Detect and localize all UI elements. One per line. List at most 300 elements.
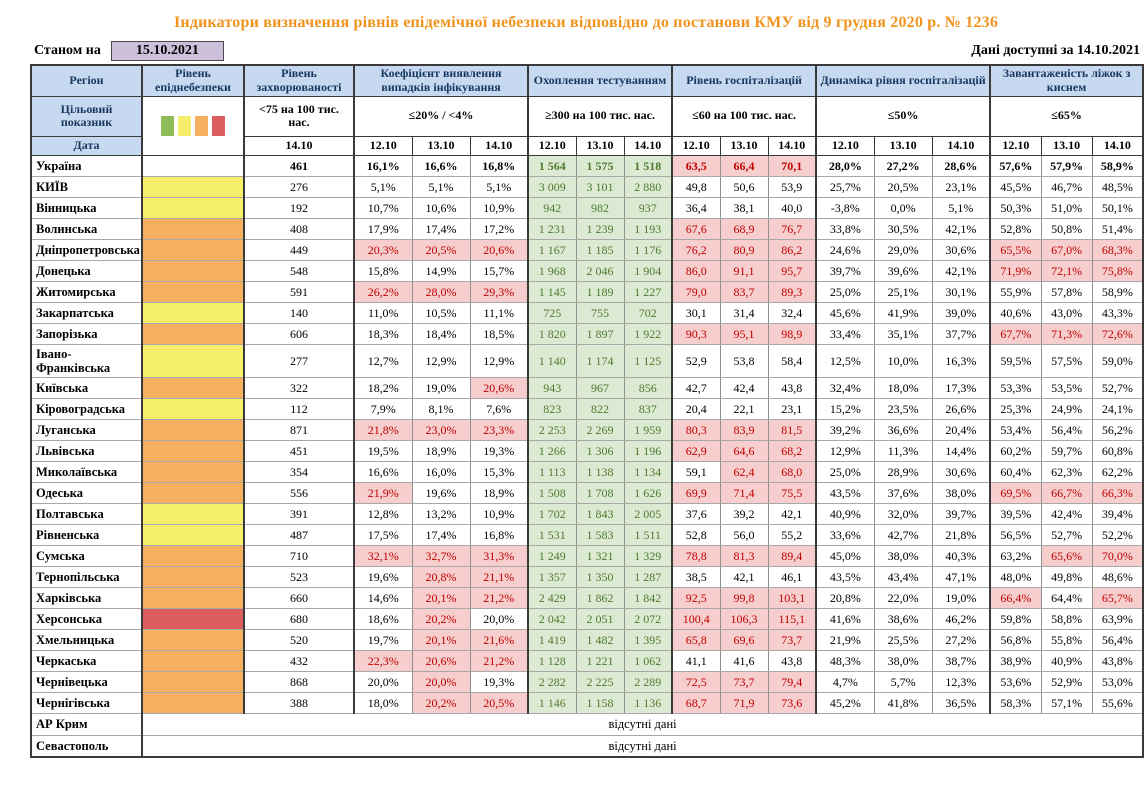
detection-cell: 18,0% — [354, 692, 412, 713]
beds-cell: 24,9% — [1041, 398, 1092, 419]
testing-cell: 1 482 — [576, 629, 624, 650]
hospitalization-cell: 81,5 — [768, 419, 816, 440]
detection-cell: 23,3% — [470, 419, 528, 440]
testing-cell: 1 511 — [624, 524, 672, 545]
testing-cell: 1 419 — [528, 629, 576, 650]
hospitalization-cell: 73,7 — [768, 629, 816, 650]
region-cell: Донецька — [31, 260, 142, 281]
dynamics-cell: 30,6% — [932, 461, 990, 482]
header-dynamics: Динаміка рівня госпіталізацій — [816, 65, 990, 96]
detection-cell: 18,9% — [412, 440, 470, 461]
epidemic-level-cell — [142, 344, 244, 377]
detection-cell: 18,6% — [354, 608, 412, 629]
hospitalization-cell: 42,7 — [672, 377, 720, 398]
beds-cell: 52,7% — [1041, 524, 1092, 545]
region-cell: Полтавська — [31, 503, 142, 524]
beds-cell: 56,5% — [990, 524, 1041, 545]
detection-cell: 31,3% — [470, 545, 528, 566]
testing-cell: 2 046 — [576, 260, 624, 281]
dynamics-cell: 21,8% — [932, 524, 990, 545]
testing-cell: 937 — [624, 197, 672, 218]
testing-cell: 1 145 — [528, 281, 576, 302]
beds-cell: 48,6% — [1092, 566, 1143, 587]
incidence-cell: 660 — [244, 587, 354, 608]
detection-cell: 14,9% — [412, 260, 470, 281]
detection-cell: 18,9% — [470, 482, 528, 503]
hospitalization-cell: 106,3 — [720, 608, 768, 629]
dynamics-cell: 11,3% — [874, 440, 932, 461]
detection-cell: 7,9% — [354, 398, 412, 419]
table-row — [31, 566, 1143, 587]
detection-cell: 17,2% — [470, 218, 528, 239]
dynamics-cell: 38,0% — [932, 482, 990, 503]
target-testing: ≥300 на 100 тис. нас. — [528, 96, 672, 136]
date-cell: 13.10 — [1041, 136, 1092, 155]
testing-cell: 1 239 — [576, 218, 624, 239]
incidence-cell: 680 — [244, 608, 354, 629]
hospitalization-cell: 72,5 — [672, 671, 720, 692]
epidemic-level-cell — [142, 503, 244, 524]
detection-cell: 20,0% — [354, 671, 412, 692]
beds-cell: 58,3% — [990, 692, 1041, 713]
beds-cell: 64,4% — [1041, 587, 1092, 608]
dynamics-cell: 12,3% — [932, 671, 990, 692]
region-cell: Волинська — [31, 218, 142, 239]
hospitalization-cell: 79,0 — [672, 281, 720, 302]
beds-cell: 50,3% — [990, 197, 1041, 218]
beds-cell: 67,7% — [990, 323, 1041, 344]
incidence-cell: 556 — [244, 482, 354, 503]
detection-cell: 15,8% — [354, 260, 412, 281]
hospitalization-cell: 76,7 — [768, 218, 816, 239]
date-cell: 12.10 — [816, 136, 874, 155]
testing-cell: 943 — [528, 377, 576, 398]
beds-cell: 53,0% — [1092, 671, 1143, 692]
detection-cell: 19,6% — [354, 566, 412, 587]
epidemic-level-cell — [142, 587, 244, 608]
testing-cell: 1 575 — [576, 155, 624, 176]
hospitalization-cell: 39,2 — [720, 503, 768, 524]
beds-cell: 58,8% — [1041, 608, 1092, 629]
testing-cell: 1 708 — [576, 482, 624, 503]
dynamics-cell: 42,7% — [874, 524, 932, 545]
as-of-block — [30, 41, 224, 61]
hospitalization-cell: 55,2 — [768, 524, 816, 545]
detection-cell: 21,2% — [470, 650, 528, 671]
detection-cell: 16,6% — [354, 461, 412, 482]
detection-cell: 19,3% — [470, 671, 528, 692]
epidemic-level-cell — [142, 218, 244, 239]
beds-cell: 40,9% — [1041, 650, 1092, 671]
beds-cell: 50,8% — [1041, 218, 1092, 239]
testing-cell: 1 626 — [624, 482, 672, 503]
detection-cell: 21,8% — [354, 419, 412, 440]
beds-cell: 63,2% — [990, 545, 1041, 566]
testing-cell: 2 005 — [624, 503, 672, 524]
region-cell: Закарпатська — [31, 302, 142, 323]
beds-cell: 52,2% — [1092, 524, 1143, 545]
dynamics-cell: 32,4% — [816, 377, 874, 398]
epidemic-indicators-table — [30, 64, 1144, 758]
testing-cell: 1 134 — [624, 461, 672, 482]
hospitalization-cell: 80,3 — [672, 419, 720, 440]
hospitalization-cell: 52,8 — [672, 524, 720, 545]
testing-cell: 1 321 — [576, 545, 624, 566]
hospitalization-cell: 43,8 — [768, 377, 816, 398]
table-row — [31, 482, 1143, 503]
hospitalization-cell: 53,9 — [768, 176, 816, 197]
testing-cell: 1 249 — [528, 545, 576, 566]
epidemic-level-cell — [142, 323, 244, 344]
testing-cell: 1 531 — [528, 524, 576, 545]
detection-cell: 17,5% — [354, 524, 412, 545]
testing-cell: 1 158 — [576, 692, 624, 713]
date-cell: 14.10 — [932, 136, 990, 155]
region-cell: Луганська — [31, 419, 142, 440]
detection-cell: 23,0% — [412, 419, 470, 440]
legend-green-swatch — [161, 116, 174, 136]
table-row — [31, 302, 1143, 323]
testing-cell: 1 862 — [576, 587, 624, 608]
incidence-cell: 112 — [244, 398, 354, 419]
hospitalization-cell: 89,3 — [768, 281, 816, 302]
testing-cell: 1 287 — [624, 566, 672, 587]
detection-cell: 29,3% — [470, 281, 528, 302]
table-row — [31, 692, 1143, 713]
hospitalization-cell: 65,8 — [672, 629, 720, 650]
dynamics-cell: 35,1% — [874, 323, 932, 344]
detection-cell: 20,6% — [470, 239, 528, 260]
hospitalization-cell: 68,7 — [672, 692, 720, 713]
table-row — [31, 155, 1143, 176]
dynamics-cell: -3,8% — [816, 197, 874, 218]
detection-cell: 7,6% — [470, 398, 528, 419]
no-data-cell: відсутні дані — [142, 735, 1143, 757]
dynamics-cell: 36,6% — [874, 419, 932, 440]
detection-cell: 19,6% — [412, 482, 470, 503]
hospitalization-cell: 71,4 — [720, 482, 768, 503]
date-cell: 14.10 — [244, 136, 354, 155]
testing-cell: 1 174 — [576, 344, 624, 377]
testing-cell: 2 429 — [528, 587, 576, 608]
table-row — [31, 239, 1143, 260]
table-row — [31, 735, 1143, 757]
dynamics-cell: 30,1% — [932, 281, 990, 302]
detection-cell: 12,9% — [470, 344, 528, 377]
region-cell: Дніпропетровська — [31, 239, 142, 260]
beds-cell: 66,7% — [1041, 482, 1092, 503]
dynamics-cell: 42,1% — [932, 218, 990, 239]
beds-cell: 56,4% — [1041, 419, 1092, 440]
beds-cell: 51,4% — [1092, 218, 1143, 239]
testing-cell: 1 176 — [624, 239, 672, 260]
dynamics-cell: 43,5% — [816, 566, 874, 587]
testing-cell: 1 843 — [576, 503, 624, 524]
beds-cell: 52,8% — [990, 218, 1041, 239]
testing-cell: 2 072 — [624, 608, 672, 629]
incidence-cell: 871 — [244, 419, 354, 440]
hospitalization-cell: 68,9 — [720, 218, 768, 239]
epidemic-level-cell — [142, 524, 244, 545]
region-cell: Чернівецька — [31, 671, 142, 692]
dynamics-cell: 5,1% — [932, 197, 990, 218]
target-detection: ≤20% / <4% — [354, 96, 528, 136]
detection-cell: 18,3% — [354, 323, 412, 344]
detection-cell: 20,1% — [412, 587, 470, 608]
testing-cell: 1 518 — [624, 155, 672, 176]
epidemic-level-cell — [142, 566, 244, 587]
table-row — [31, 587, 1143, 608]
dynamics-cell: 27,2% — [874, 155, 932, 176]
dynamics-cell: 43,4% — [874, 566, 932, 587]
testing-cell: 982 — [576, 197, 624, 218]
dynamics-cell: 48,3% — [816, 650, 874, 671]
testing-cell: 1 968 — [528, 260, 576, 281]
testing-cell: 1 395 — [624, 629, 672, 650]
detection-cell: 5,1% — [412, 176, 470, 197]
beds-cell: 59,0% — [1092, 344, 1143, 377]
target-hospitalization: ≤60 на 100 тис. нас. — [672, 96, 816, 136]
detection-cell: 32,7% — [412, 545, 470, 566]
detection-cell: 20,5% — [412, 239, 470, 260]
detection-cell: 10,7% — [354, 197, 412, 218]
testing-cell: 837 — [624, 398, 672, 419]
beds-cell: 53,4% — [990, 419, 1041, 440]
detection-cell: 8,1% — [412, 398, 470, 419]
hospitalization-cell: 98,9 — [768, 323, 816, 344]
testing-cell: 1 702 — [528, 503, 576, 524]
hospitalization-cell: 103,1 — [768, 587, 816, 608]
detection-cell: 16,8% — [470, 155, 528, 176]
hospitalization-cell: 38,1 — [720, 197, 768, 218]
dynamics-cell: 4,7% — [816, 671, 874, 692]
dynamics-cell: 37,6% — [874, 482, 932, 503]
hospitalization-cell: 80,9 — [720, 239, 768, 260]
epidemic-level-cell — [142, 545, 244, 566]
detection-cell: 10,6% — [412, 197, 470, 218]
hospitalization-cell: 42,1 — [768, 503, 816, 524]
incidence-cell: 461 — [244, 155, 354, 176]
header-epidemic-level: Рівень епіднебезпеки — [142, 65, 244, 96]
testing-cell: 1 231 — [528, 218, 576, 239]
testing-cell: 1 820 — [528, 323, 576, 344]
beds-cell: 59,8% — [990, 608, 1041, 629]
table-row — [31, 461, 1143, 482]
dynamics-cell: 45,2% — [816, 692, 874, 713]
header-date: Дата — [31, 136, 142, 155]
hospitalization-cell: 30,1 — [672, 302, 720, 323]
hospitalization-cell: 86,2 — [768, 239, 816, 260]
dynamics-cell: 38,0% — [874, 650, 932, 671]
hospitalization-cell: 73,6 — [768, 692, 816, 713]
beds-cell: 46,7% — [1041, 176, 1092, 197]
dynamics-cell: 27,2% — [932, 629, 990, 650]
hospitalization-cell: 59,1 — [672, 461, 720, 482]
hospitalization-cell: 58,4 — [768, 344, 816, 377]
hospitalization-cell: 42,1 — [720, 566, 768, 587]
dynamics-cell: 30,5% — [874, 218, 932, 239]
testing-cell: 3 009 — [528, 176, 576, 197]
testing-cell: 2 042 — [528, 608, 576, 629]
dynamics-cell: 16,3% — [932, 344, 990, 377]
detection-cell: 10,5% — [412, 302, 470, 323]
table-row — [31, 281, 1143, 302]
beds-cell: 48,5% — [1092, 176, 1143, 197]
date-cell: 13.10 — [720, 136, 768, 155]
incidence-cell: 710 — [244, 545, 354, 566]
beds-cell: 40,6% — [990, 302, 1041, 323]
beds-cell: 65,7% — [1092, 587, 1143, 608]
hospitalization-cell: 50,6 — [720, 176, 768, 197]
detection-cell: 21,2% — [470, 587, 528, 608]
dynamics-cell: 0,0% — [874, 197, 932, 218]
date-cell: 12.10 — [528, 136, 576, 155]
table-row — [31, 545, 1143, 566]
beds-cell: 57,6% — [990, 155, 1041, 176]
beds-cell: 71,9% — [990, 260, 1041, 281]
incidence-cell: 432 — [244, 650, 354, 671]
incidence-cell: 408 — [244, 218, 354, 239]
hospitalization-cell: 91,1 — [720, 260, 768, 281]
beds-cell: 43,8% — [1092, 650, 1143, 671]
table-row — [31, 344, 1143, 377]
dynamics-cell: 21,9% — [816, 629, 874, 650]
hospitalization-cell: 73,7 — [720, 671, 768, 692]
detection-cell: 22,3% — [354, 650, 412, 671]
detection-cell: 20,8% — [412, 566, 470, 587]
dynamics-cell: 40,3% — [932, 545, 990, 566]
region-cell: Тернопільська — [31, 566, 142, 587]
date-cell: 14.10 — [470, 136, 528, 155]
dynamics-cell: 39,7% — [932, 503, 990, 524]
testing-cell: 1 146 — [528, 692, 576, 713]
detection-cell: 19,5% — [354, 440, 412, 461]
hospitalization-cell: 56,0 — [720, 524, 768, 545]
testing-cell: 1 125 — [624, 344, 672, 377]
epidemic-level-cell — [142, 650, 244, 671]
dynamics-cell: 10,0% — [874, 344, 932, 377]
hospitalization-cell: 83,9 — [720, 419, 768, 440]
region-cell: Рівненська — [31, 524, 142, 545]
epidemic-level-cell — [142, 440, 244, 461]
incidence-cell: 868 — [244, 671, 354, 692]
detection-cell: 21,9% — [354, 482, 412, 503]
hospitalization-cell: 89,4 — [768, 545, 816, 566]
detection-cell: 19,7% — [354, 629, 412, 650]
incidence-cell: 520 — [244, 629, 354, 650]
dynamics-cell: 22,0% — [874, 587, 932, 608]
region-cell: Вінницька — [31, 197, 142, 218]
hospitalization-cell: 99,8 — [720, 587, 768, 608]
beds-cell: 39,4% — [1092, 503, 1143, 524]
dynamics-cell: 20,5% — [874, 176, 932, 197]
incidence-cell: 451 — [244, 440, 354, 461]
detection-cell: 16,8% — [470, 524, 528, 545]
detection-cell: 12,8% — [354, 503, 412, 524]
dynamics-cell: 25,1% — [874, 281, 932, 302]
region-cell: Україна — [31, 155, 142, 176]
detection-cell: 26,2% — [354, 281, 412, 302]
legend-orange-swatch — [195, 116, 208, 136]
incidence-cell: 322 — [244, 377, 354, 398]
epidemic-level-cell — [142, 671, 244, 692]
beds-cell: 50,1% — [1092, 197, 1143, 218]
dynamics-cell: 28,9% — [874, 461, 932, 482]
table-row — [31, 419, 1143, 440]
region-cell: Запорізька — [31, 323, 142, 344]
beds-cell: 24,1% — [1092, 398, 1143, 419]
incidence-cell: 354 — [244, 461, 354, 482]
region-cell: АР Крим — [31, 713, 142, 735]
detection-cell: 13,2% — [412, 503, 470, 524]
beds-cell: 65,6% — [1041, 545, 1092, 566]
detection-cell: 21,6% — [470, 629, 528, 650]
hospitalization-cell: 100,4 — [672, 608, 720, 629]
beds-cell: 58,9% — [1092, 155, 1143, 176]
testing-cell: 1 167 — [528, 239, 576, 260]
hospitalization-cell: 86,0 — [672, 260, 720, 281]
hospitalization-cell: 53,8 — [720, 344, 768, 377]
epidemic-level-cell — [142, 482, 244, 503]
dynamics-cell: 30,6% — [932, 239, 990, 260]
testing-cell: 2 269 — [576, 419, 624, 440]
testing-cell: 1 959 — [624, 419, 672, 440]
no-data-cell: відсутні дані — [142, 713, 1143, 735]
beds-cell: 42,4% — [1041, 503, 1092, 524]
detection-cell: 14,6% — [354, 587, 412, 608]
epidemic-level-legend — [142, 96, 244, 155]
dynamics-cell: 41,6% — [816, 608, 874, 629]
date-cell: 14.10 — [768, 136, 816, 155]
region-cell: Київська — [31, 377, 142, 398]
dynamics-cell: 39,2% — [816, 419, 874, 440]
detection-cell: 18,4% — [412, 323, 470, 344]
dynamics-cell: 12,9% — [816, 440, 874, 461]
beds-cell: 52,9% — [1041, 671, 1092, 692]
header-target-indicator: Цільовий показник — [31, 96, 142, 136]
detection-cell: 18,5% — [470, 323, 528, 344]
detection-cell: 16,6% — [412, 155, 470, 176]
testing-cell: 1 227 — [624, 281, 672, 302]
region-cell: Харківська — [31, 587, 142, 608]
incidence-cell: 523 — [244, 566, 354, 587]
hospitalization-cell: 83,7 — [720, 281, 768, 302]
dynamics-cell: 25,5% — [874, 629, 932, 650]
header-region: Регіон — [31, 65, 142, 96]
table-row — [31, 650, 1143, 671]
table-row — [31, 713, 1143, 735]
date-cell: 12.10 — [990, 136, 1041, 155]
testing-cell: 1 138 — [576, 461, 624, 482]
dynamics-cell: 38,7% — [932, 650, 990, 671]
testing-cell: 942 — [528, 197, 576, 218]
date-cell: 14.10 — [624, 136, 672, 155]
table-row — [31, 524, 1143, 545]
beds-cell: 57,8% — [1041, 281, 1092, 302]
as-of-label: Станом на — [34, 43, 101, 58]
testing-cell: 823 — [528, 398, 576, 419]
testing-cell: 1 564 — [528, 155, 576, 176]
incidence-cell: 606 — [244, 323, 354, 344]
epidemic-level-cell — [142, 260, 244, 281]
hospitalization-cell: 32,4 — [768, 302, 816, 323]
hospitalization-cell: 68,0 — [768, 461, 816, 482]
testing-cell: 1 922 — [624, 323, 672, 344]
incidence-cell: 548 — [244, 260, 354, 281]
date-cell: 13.10 — [412, 136, 470, 155]
beds-cell: 49,8% — [1041, 566, 1092, 587]
date-cell: 14.10 — [1092, 136, 1143, 155]
